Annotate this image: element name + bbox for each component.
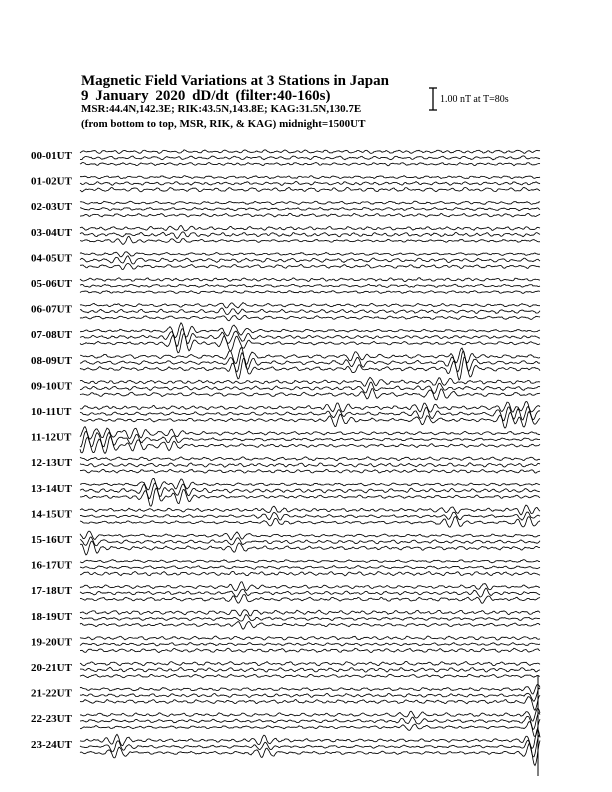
trace-kag-row-2 [80, 201, 540, 204]
trace-msr-row-14 [80, 517, 540, 528]
row-label: 22-23UT [31, 713, 72, 726]
row-label: 12-13UT [31, 457, 72, 470]
trace-msr-row-22 [80, 719, 540, 736]
trace-kag-row-23 [80, 729, 540, 748]
trace-kag-row-1 [80, 176, 540, 179]
row-label: 10-11UT [31, 406, 72, 418]
trace-rik-row-15 [80, 537, 540, 546]
trace-msr-row-0 [80, 162, 540, 165]
station-order-note: (from bottom to top, MSR, RIK, & KAG) midnight=1500UT [81, 118, 366, 130]
trace-rik-row-14 [80, 512, 540, 520]
trace-rik-row-16 [80, 566, 540, 570]
trace-rik-row-19 [80, 643, 540, 646]
trace-kag-row-21 [80, 685, 540, 694]
trace-rik-row-20 [80, 667, 540, 672]
trace-msr-row-23 [80, 740, 540, 765]
scale-bar [429, 88, 437, 110]
trace-kag-row-11 [80, 427, 540, 440]
trace-msr-row-5 [80, 291, 540, 294]
row-label: 11-12UT [31, 431, 72, 444]
trace-rik-row-18 [80, 614, 540, 621]
trace-msr-row-16 [80, 571, 540, 575]
trace-kag-row-13 [80, 478, 540, 490]
row-label: 00-01UT [31, 150, 72, 162]
trace-kag-row-19 [80, 636, 540, 640]
trace-rik-row-0 [80, 156, 540, 160]
row-label: 19-20UT [31, 636, 72, 649]
trace-kag-row-12 [80, 457, 540, 461]
row-label: 02-03UT [31, 201, 72, 214]
trace-msr-row-9 [80, 389, 540, 400]
trace-kag-row-10 [80, 401, 540, 412]
row-label: 05-06UT [31, 278, 72, 290]
trace-msr-row-17 [80, 595, 540, 604]
row-label: 15-16UT [31, 534, 72, 546]
trace-rik-row-12 [80, 463, 540, 468]
row-label: 09-10UT [31, 380, 72, 393]
scale-bar-label: 1.00 nT at T=80s [440, 94, 509, 105]
row-label: 16-17UT [31, 559, 72, 572]
trace-msr-row-20 [80, 674, 540, 678]
trace-kag-row-0 [80, 150, 540, 154]
row-label: 03-04UT [31, 226, 72, 239]
row-label: 07-08UT [31, 329, 72, 342]
trace-msr-row-11 [80, 437, 540, 454]
trace-kag-row-3 [80, 225, 540, 230]
row-label: 20-21UT [31, 662, 72, 674]
trace-kag-row-14 [80, 505, 540, 515]
row-label: 18-19UT [31, 610, 72, 623]
trace-msr-row-18 [80, 621, 540, 629]
trace-kag-row-20 [80, 661, 540, 665]
date-filter-line: 9 January 2020 dD/dt (filter:40-160s) [81, 88, 331, 104]
trace-rik-row-5 [80, 284, 540, 287]
trace-rik-row-1 [80, 181, 540, 185]
trace-msr-row-4 [80, 263, 540, 269]
trace-msr-row-12 [80, 469, 540, 473]
trace-kag-row-4 [80, 252, 540, 257]
trace-rik-row-6 [80, 308, 540, 315]
trace-msr-row-6 [80, 315, 540, 320]
trace-msr-row-8 [80, 357, 540, 380]
trace-kag-row-22 [80, 708, 540, 721]
trace-kag-row-5 [80, 278, 540, 282]
trace-kag-row-18 [80, 610, 540, 616]
row-label: 23-24UT [31, 738, 72, 751]
row-label: 08-09UT [31, 354, 72, 367]
trace-kag-row-9 [80, 377, 540, 386]
row-label: 06-07UT [31, 303, 72, 316]
trace-msr-row-19 [80, 648, 540, 652]
row-label: 13-14UT [31, 482, 72, 495]
row-label: 04-05UT [31, 252, 72, 265]
trace-rik-row-17 [80, 588, 540, 597]
trace-kag-row-15 [80, 531, 540, 540]
trace-kag-row-6 [80, 303, 540, 308]
row-label: 17-18UT [31, 585, 72, 598]
trace-msr-row-2 [80, 213, 540, 217]
trace-kag-row-16 [80, 560, 540, 563]
trace-rik-row-2 [80, 207, 540, 210]
trace-rik-row-4 [80, 256, 540, 264]
trace-rik-row-3 [80, 232, 540, 239]
station-coordinates: MSR:44.4N,142.3E; RIK:43.5N,143.8E; KAG:31.5N,130.7E [81, 103, 362, 115]
trace-msr-row-1 [80, 187, 540, 192]
row-label: 01-02UT [31, 175, 72, 188]
row-label: 14-15UT [31, 508, 72, 521]
trace-msr-row-3 [80, 236, 540, 244]
row-label: 21-22UT [31, 687, 72, 700]
trace-kag-row-17 [80, 582, 540, 591]
trace-msr-row-21 [80, 695, 540, 710]
chart-title: Magnetic Field Variations at 3 Stations in Japan [81, 73, 389, 89]
